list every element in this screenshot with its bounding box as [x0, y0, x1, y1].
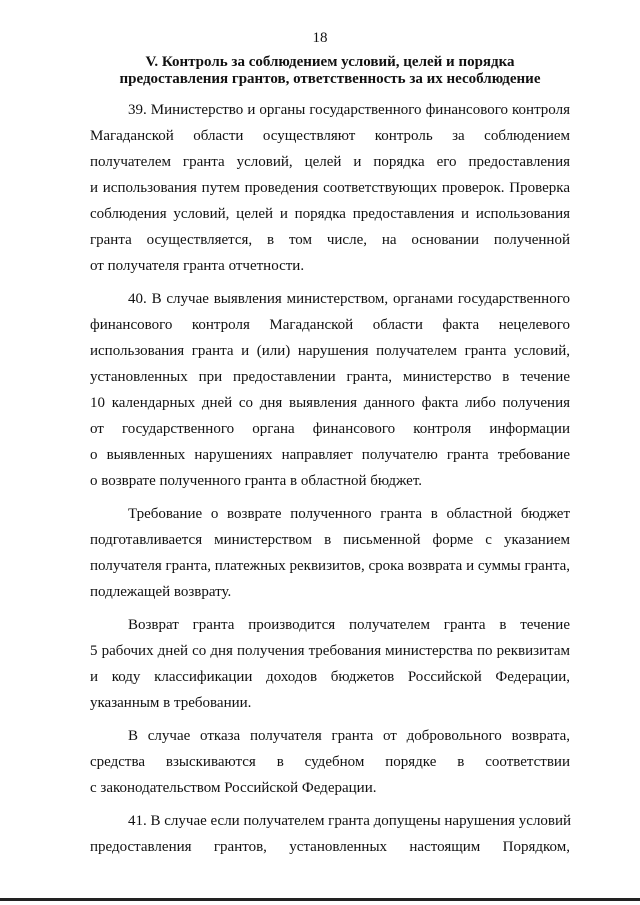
text-line: от государственного органа финансового контроля информации [90, 421, 570, 437]
text-line: получателя гранта, платежных реквизитов, срока возврата и суммы гранта, [90, 558, 570, 574]
text-line: 40. В случае выявления министерством, органами государственного [128, 291, 570, 307]
text-line: и использования путем проведения соответствующих проверок. Проверка [90, 180, 570, 196]
section-title-line: предоставления грантов, ответственность за их несоблюдение [119, 71, 541, 87]
text-line: 10 календарных дней со дня выявления данного факта либо получения [90, 395, 570, 411]
text-line: гранта осуществляется, в том числе, на основании полученной [90, 232, 570, 248]
section-title [90, 54, 570, 88]
text-line: о выявленных нарушениях направляет получателю гранта требование [90, 447, 570, 463]
text-line: финансового контроля Магаданской области факта нецелевого [90, 317, 570, 333]
text-line: 39. Министерство и органы государственного финансового контроля [128, 102, 570, 118]
paragraph-40 [90, 286, 570, 494]
text-line: получателем гранта условий, целей и порядка его предоставления [90, 154, 570, 170]
text-line: Требование о возврате полученного гранта в областной бюджет [128, 506, 570, 522]
page-number: 18 [312, 30, 328, 46]
text-line: средства взыскиваются в судебном порядке в соответствии [90, 754, 570, 770]
paragraph-requirement [90, 501, 570, 605]
text-line: Магаданской области осуществляют контроль за соблюдением [90, 128, 570, 144]
text-line: подлежащей возврату. [90, 584, 232, 600]
page-bottom-edge [0, 898, 640, 901]
paragraph-return [90, 612, 570, 716]
text-line: 41. В случае если получателем гранта допущены нарушения условий [128, 813, 572, 829]
text-line: установленных при предоставлении гранта, министерство в течение [90, 369, 570, 385]
text-line: предоставления грантов, установленных настоящим Порядком, [90, 839, 570, 855]
text-line: с законодательством Российской Федерации. [90, 780, 377, 796]
document-body [90, 97, 570, 860]
text-line: и коду классификации доходов бюджетов Российской Федерации, [90, 669, 570, 685]
section-title-line: V. Контроль за соблюдением условий, целей и порядка [145, 54, 515, 70]
text-line: соблюдения условий, целей и порядка предоставления и использования [90, 206, 570, 222]
text-line: о возврате полученного гранта в областной бюджет. [90, 473, 423, 489]
paragraph-refusal [90, 723, 570, 801]
text-line: подготавливается министерством в письменной форме с указанием [90, 532, 570, 548]
text-line: от получателя гранта отчетности. [90, 258, 305, 274]
text-line: 5 рабочих дней со дня получения требования министерства по реквизитам [90, 643, 570, 659]
paragraph-39 [90, 97, 570, 279]
paragraph-41 [90, 808, 570, 860]
text-line: указанным в требовании. [90, 695, 252, 711]
text-line: использования гранта и (или) нарушения получателем гранта условий, [90, 343, 570, 359]
text-line: Возврат гранта производится получателем гранта в течение [128, 617, 570, 633]
text-line: В случае отказа получателя гранта от добровольного возврата, [128, 728, 570, 744]
